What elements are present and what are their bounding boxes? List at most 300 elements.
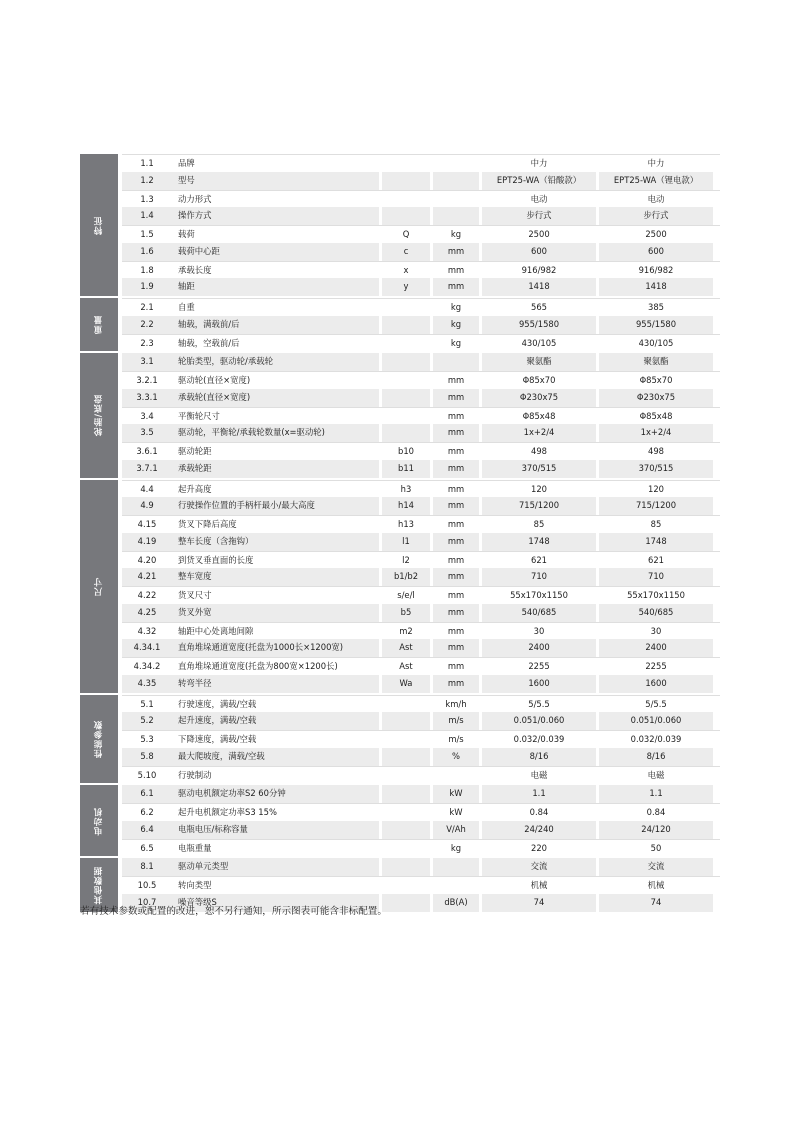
symbol-cell: Wa (382, 675, 430, 693)
group-label-text: 性能参数 (94, 719, 104, 758)
item-name-cell: 承载长度 (178, 264, 212, 275)
unit-cell (433, 767, 479, 784)
unit-cell: mm (447, 519, 465, 529)
value-lead-acid-cell: 1748 (482, 533, 596, 551)
table-row (122, 695, 720, 713)
item-number-cell: 3.7.1 (122, 460, 172, 478)
item-name-cell: 最大爬坡度，满载/空载 (172, 748, 379, 766)
unit-cell: mm (447, 410, 465, 421)
table-row (122, 675, 720, 693)
value-lithium-cell: 1.1 (599, 785, 713, 803)
value-lead-acid-cell: 5/5.5 (528, 698, 550, 709)
symbol-cell (382, 389, 430, 407)
value-lead-acid-cell: 1418 (482, 278, 596, 296)
value-lead-acid-cell: 电磁 (530, 769, 548, 780)
unit-cell: kg (450, 302, 462, 312)
symbol-cell (382, 840, 430, 857)
symbol-cell (382, 767, 430, 784)
group-label-text: 电动机 (94, 806, 104, 835)
spec-group (80, 785, 720, 856)
value-lithium-cell: 2400 (599, 639, 713, 657)
spec-table (80, 154, 720, 914)
unit-cell: kg (450, 337, 462, 348)
item-name-cell: 起升高度 (178, 483, 212, 494)
value-lead-acid-cell: Φ85x48 (522, 410, 556, 421)
value-lead-acid-cell: Φ230x75 (482, 389, 596, 407)
item-name-cell: 货叉下降后高度 (178, 519, 237, 529)
value-lithium-cell: 600 (599, 243, 713, 261)
unit-cell (433, 172, 479, 190)
table-row (122, 568, 720, 586)
item-name-cell: 下降速度，满载/空载 (178, 734, 257, 744)
item-number-cell: 6.5 (140, 842, 154, 853)
item-number-cell: 4.21 (122, 568, 172, 586)
symbol-cell (382, 804, 430, 821)
unit-cell: kg (450, 842, 462, 853)
symbol-cell: y (382, 278, 430, 296)
unit-cell: mm (433, 533, 479, 551)
symbol-cell (382, 408, 430, 425)
value-lead-acid-cell: 540/685 (482, 604, 596, 622)
item-number-cell: 2.3 (140, 337, 154, 348)
symbol-cell (382, 191, 430, 208)
symbol-cell (382, 372, 430, 389)
unit-cell: mm (433, 604, 479, 622)
value-lead-acid-cell: 220 (531, 842, 547, 853)
item-name-cell: 转弯半径 (172, 675, 379, 693)
value-lithium-cell: 85 (650, 519, 662, 529)
item-number-cell: 10.5 (137, 880, 157, 890)
unit-cell: mm (447, 661, 465, 671)
symbol-cell: m2 (399, 625, 413, 636)
table-row (122, 876, 720, 894)
value-lithium-cell: 2255 (645, 661, 667, 671)
value-lead-acid-cell: 0.051/0.060 (482, 712, 596, 730)
table-row (122, 389, 720, 407)
table-row (122, 515, 720, 533)
unit-cell: % (433, 748, 479, 766)
symbol-cell (382, 172, 430, 190)
item-name-cell: 行驶速度，满载/空载 (178, 698, 257, 709)
symbol-cell (382, 877, 430, 894)
group-label (80, 695, 118, 784)
value-lead-acid-cell: 聚氨酯 (482, 353, 596, 371)
item-name-cell: 操作方式 (172, 207, 379, 225)
unit-cell: mm (433, 675, 479, 693)
item-number-cell: 4.34.2 (133, 661, 161, 671)
item-number-cell: 1.4 (122, 207, 172, 225)
value-lead-acid-cell: 电动 (530, 193, 548, 204)
table-row (122, 839, 720, 857)
group-label (80, 154, 118, 296)
symbol-cell: h3 (400, 483, 412, 494)
unit-cell (433, 191, 479, 208)
table-row (122, 154, 720, 172)
item-name-cell: 轴距 (172, 278, 379, 296)
symbol-cell (382, 731, 430, 748)
item-number-cell: 4.35 (122, 675, 172, 693)
unit-cell: mm (447, 554, 465, 565)
item-name-cell: 直角堆垛通道宽度(托盘为800宽×1200长) (178, 661, 338, 671)
value-lithium-cell: 电磁 (647, 769, 665, 780)
group-label (80, 785, 118, 856)
unit-cell: mm (447, 590, 465, 600)
table-row (122, 424, 720, 442)
unit-cell: mm (447, 483, 465, 494)
item-name-cell: 行驶制动 (178, 769, 212, 780)
table-row (122, 551, 720, 569)
symbol-cell: b5 (382, 604, 430, 622)
value-lithium-cell: 74 (599, 894, 713, 912)
value-lead-acid-cell: 710 (482, 568, 596, 586)
item-name-cell: 驱动轮，平衡轮/承载轮数量(x=驱动轮) (172, 424, 379, 442)
table-row (122, 243, 720, 261)
unit-cell: V/Ah (433, 821, 479, 839)
group-label-text: 重量 (94, 315, 104, 335)
value-lead-acid-cell: 中力 (530, 158, 548, 168)
table-row (122, 622, 720, 640)
symbol-cell (382, 207, 430, 225)
value-lead-acid-cell: 1x+2/4 (482, 424, 596, 442)
item-name-cell: 驱动轮(直径×宽度) (178, 375, 251, 385)
symbol-cell (382, 353, 430, 371)
value-lead-acid-cell: 2500 (528, 229, 550, 239)
value-lead-acid-cell: 55x170x1150 (510, 590, 568, 600)
item-number-cell: 5.2 (122, 712, 172, 730)
symbol-cell (382, 424, 430, 442)
item-name-cell: 承载轮(直径×宽度) (172, 389, 379, 407)
item-number-cell: 1.5 (140, 229, 154, 239)
value-lead-acid-cell: 955/1580 (482, 316, 596, 334)
table-row (122, 172, 720, 190)
item-number-cell: 3.6.1 (136, 446, 158, 456)
item-number-cell: 10.7 (122, 894, 172, 912)
unit-cell: mm (433, 424, 479, 442)
item-number-cell: 8.1 (122, 858, 172, 876)
value-lithium-cell: 621 (648, 554, 664, 565)
symbol-cell (382, 316, 430, 334)
value-lithium-cell: 步行式 (599, 207, 713, 225)
item-name-cell: 噪音等级S (172, 894, 379, 912)
item-number-cell: 3.4 (140, 410, 154, 421)
item-number-cell: 3.1 (122, 353, 172, 371)
value-lead-acid-cell: 30 (533, 625, 545, 636)
table-row (122, 858, 720, 876)
value-lithium-cell: 1x+2/4 (599, 424, 713, 442)
item-name-cell: 型号 (172, 172, 379, 190)
value-lithium-cell: 24/120 (599, 821, 713, 839)
unit-cell: mm (447, 375, 465, 385)
table-row (122, 298, 720, 316)
table-row (122, 371, 720, 389)
value-lithium-cell: 715/1200 (599, 497, 713, 515)
item-name-cell: 驱动轮距 (178, 446, 212, 456)
unit-cell (433, 207, 479, 225)
value-lead-acid-cell: 24/240 (482, 821, 596, 839)
item-name-cell: 整车长度（含拖钩） (172, 533, 379, 551)
table-row (122, 730, 720, 748)
value-lithium-cell: Φ230x75 (599, 389, 713, 407)
item-number-cell: 3.3.1 (122, 389, 172, 407)
item-number-cell: 4.32 (137, 625, 157, 636)
spec-group (80, 298, 720, 351)
unit-cell: mm (433, 278, 479, 296)
table-row (122, 748, 720, 766)
value-lithium-cell: 120 (648, 483, 664, 494)
table-row (122, 407, 720, 425)
table-row (122, 533, 720, 551)
item-number-cell: 5.1 (140, 698, 154, 709)
value-lead-acid-cell: 2400 (482, 639, 596, 657)
value-lead-acid-cell: 0.84 (529, 807, 549, 817)
table-row (122, 460, 720, 478)
value-lead-acid-cell: 1600 (482, 675, 596, 693)
unit-cell: m/s (448, 734, 464, 744)
value-lithium-cell: 1600 (599, 675, 713, 693)
value-lithium-cell: 50 (650, 842, 662, 853)
spec-group (80, 695, 720, 784)
symbol-cell: Ast (382, 639, 430, 657)
item-number-cell: 4.15 (137, 519, 157, 529)
value-lithium-cell: 710 (599, 568, 713, 586)
value-lead-acid-cell: EPT25-WA（铅酸款） (482, 172, 596, 190)
value-lead-acid-cell: 8/16 (482, 748, 596, 766)
item-number-cell: 1.8 (140, 264, 154, 275)
value-lead-acid-cell: 交流 (482, 858, 596, 876)
group-label (80, 353, 118, 477)
unit-cell: dB(A) (433, 894, 479, 912)
item-number-cell: 2.1 (140, 302, 154, 312)
item-number-cell: 6.4 (122, 821, 172, 839)
value-lead-acid-cell: 498 (531, 446, 547, 456)
symbol-cell: h13 (398, 519, 414, 529)
table-row (122, 766, 720, 784)
value-lead-acid-cell: 621 (531, 554, 547, 565)
item-number-cell: 1.9 (122, 278, 172, 296)
footnote: 若有技术参数或配置的改进，恕不另行通知，所示图表可能含非标配置。 (80, 906, 387, 917)
unit-cell: m/s (433, 712, 479, 730)
value-lithium-cell: 交流 (599, 858, 713, 876)
group-label-text: 其他数据 (94, 865, 104, 904)
item-name-cell: 自重 (178, 302, 195, 312)
value-lithium-cell: 385 (648, 302, 664, 312)
spec-group (80, 154, 720, 296)
value-lead-acid-cell: 0.032/0.039 (513, 734, 565, 744)
value-lead-acid-cell: 916/982 (521, 264, 557, 275)
value-lead-acid-cell: 74 (482, 894, 596, 912)
item-number-cell: 3.2.1 (136, 375, 158, 385)
item-number-cell: 1.2 (122, 172, 172, 190)
item-name-cell: 整车宽度 (172, 568, 379, 586)
symbol-cell (382, 821, 430, 839)
item-number-cell: 4.9 (122, 497, 172, 515)
value-lead-acid-cell: 370/515 (482, 460, 596, 478)
item-name-cell: 轴载，空载前/后 (178, 337, 240, 348)
value-lithium-cell: 540/685 (599, 604, 713, 622)
symbol-cell: b1/b2 (382, 568, 430, 586)
item-name-cell: 平衡轮尺寸 (178, 410, 220, 421)
table-row (122, 586, 720, 604)
item-name-cell: 电瓶电压/标称容量 (172, 821, 379, 839)
spec-group (80, 480, 720, 693)
unit-cell (433, 155, 479, 172)
group-label-text: 尺寸 (94, 576, 104, 596)
item-number-cell: 1.6 (122, 243, 172, 261)
symbol-cell (382, 748, 430, 766)
table-row (122, 207, 720, 225)
item-number-cell: 6.2 (140, 807, 154, 817)
group-label (80, 298, 118, 351)
spec-group (80, 353, 720, 477)
unit-cell: mm (433, 460, 479, 478)
symbol-cell (382, 858, 430, 876)
value-lithium-cell: 1748 (599, 533, 713, 551)
unit-cell: kg (450, 229, 462, 239)
symbol-cell: x (403, 264, 409, 275)
item-name-cell: 动力形式 (178, 193, 212, 204)
unit-cell: mm (433, 243, 479, 261)
value-lead-acid-cell: 机械 (530, 880, 548, 890)
symbol-cell: s/e/l (397, 590, 415, 600)
value-lead-acid-cell: 430/105 (521, 337, 557, 348)
item-number-cell: 5.8 (122, 748, 172, 766)
group-label-text: 轮胎/底盘 (94, 394, 104, 437)
value-lithium-cell: 1418 (599, 278, 713, 296)
value-lithium-cell: 0.84 (646, 807, 666, 817)
item-name-cell: 承载轮距 (172, 460, 379, 478)
unit-cell: mm (433, 389, 479, 407)
item-name-cell: 载荷 (178, 229, 195, 239)
item-number-cell: 4.22 (137, 590, 157, 600)
unit-cell (433, 858, 479, 876)
item-name-cell: 货叉外宽 (172, 604, 379, 622)
table-row (122, 316, 720, 334)
symbol-cell: b10 (398, 446, 414, 456)
value-lithium-cell: 498 (648, 446, 664, 456)
value-lead-acid-cell: 步行式 (482, 207, 596, 225)
item-name-cell: 货叉尺寸 (178, 590, 212, 600)
value-lithium-cell: 916/982 (638, 264, 674, 275)
table-row (122, 442, 720, 460)
item-number-cell: 4.34.1 (122, 639, 172, 657)
unit-cell: mm (433, 568, 479, 586)
item-number-cell: 6.1 (122, 785, 172, 803)
value-lead-acid-cell: 715/1200 (482, 497, 596, 515)
group-label (80, 480, 118, 693)
unit-cell: kg (433, 316, 479, 334)
table-row (122, 353, 720, 371)
value-lithium-cell: 2500 (645, 229, 667, 239)
value-lithium-cell: 955/1580 (599, 316, 713, 334)
symbol-cell: Ast (399, 661, 413, 671)
value-lithium-cell: 中力 (647, 158, 665, 168)
value-lithium-cell: 30 (650, 625, 662, 636)
item-name-cell: 到货叉垂直面的长度 (178, 554, 254, 565)
table-row (122, 334, 720, 352)
table-row (122, 190, 720, 208)
value-lithium-cell: EPT25-WA（锂电款） (599, 172, 713, 190)
item-number-cell: 3.5 (122, 424, 172, 442)
unit-cell: mm (447, 446, 465, 456)
symbol-cell: c (382, 243, 430, 261)
symbol-cell (382, 299, 430, 316)
item-name-cell: 载荷中心距 (172, 243, 379, 261)
value-lead-acid-cell: Φ85x70 (522, 375, 556, 385)
item-name-cell: 品牌 (178, 158, 195, 168)
symbol-cell (382, 696, 430, 713)
item-name-cell: 轴距中心处离地间隙 (178, 625, 254, 636)
value-lithium-cell: 8/16 (599, 748, 713, 766)
symbol-cell: h14 (382, 497, 430, 515)
item-name-cell: 起升电机额定功率S3 15% (178, 807, 277, 817)
item-name-cell: 行驶操作位置的手柄杆最小/最大高度 (172, 497, 379, 515)
unit-cell: mm (447, 625, 465, 636)
value-lead-acid-cell: 85 (533, 519, 545, 529)
table-row (122, 604, 720, 622)
value-lithium-cell: Φ85x70 (639, 375, 673, 385)
symbol-cell (382, 894, 430, 912)
symbol-cell: l1 (382, 533, 430, 551)
item-number-cell: 4.4 (140, 483, 154, 494)
unit-cell: kW (433, 785, 479, 803)
symbol-cell: Q (402, 229, 410, 239)
item-name-cell: 起升速度，满载/空载 (172, 712, 379, 730)
value-lead-acid-cell: 120 (531, 483, 547, 494)
value-lithium-cell: 机械 (647, 880, 665, 890)
table-row (122, 785, 720, 803)
item-name-cell: 轮胎类型，驱动轮/承载轮 (172, 353, 379, 371)
item-name-cell: 驱动电机额定功率S2 60分钟 (172, 785, 379, 803)
unit-cell: mm (433, 497, 479, 515)
item-name-cell: 轴载，满载前/后 (172, 316, 379, 334)
table-row (122, 278, 720, 296)
item-number-cell: 5.10 (137, 769, 157, 780)
symbol-cell (382, 335, 430, 352)
value-lead-acid-cell: 2255 (528, 661, 550, 671)
item-name-cell: 电瓶重量 (178, 842, 212, 853)
table-row (122, 480, 720, 498)
unit-cell: kW (449, 807, 463, 817)
table-row (122, 225, 720, 243)
table-row (122, 821, 720, 839)
table-row (122, 261, 720, 279)
item-name-cell: 直角堆垛通道宽度(托盘为1000长×1200宽) (172, 639, 379, 657)
value-lithium-cell: 聚氨酯 (599, 353, 713, 371)
symbol-cell: l2 (402, 554, 410, 565)
unit-cell: mm (447, 264, 465, 275)
value-lithium-cell: 电动 (647, 193, 665, 204)
value-lithium-cell: 55x170x1150 (627, 590, 685, 600)
value-lithium-cell: 370/515 (599, 460, 713, 478)
value-lead-acid-cell: 1.1 (482, 785, 596, 803)
table-row (122, 712, 720, 730)
unit-cell: mm (433, 639, 479, 657)
unit-cell (433, 353, 479, 371)
table-row (122, 639, 720, 657)
item-number-cell: 2.2 (122, 316, 172, 334)
table-row (122, 657, 720, 675)
item-name-cell: 转向类型 (178, 880, 212, 890)
table-row (122, 803, 720, 821)
group-label-text: 特征 (94, 215, 104, 235)
item-number-cell: 4.25 (122, 604, 172, 622)
item-number-cell: 5.3 (140, 734, 154, 744)
value-lead-acid-cell: 565 (531, 302, 547, 312)
unit-cell: km/h (445, 698, 467, 709)
item-number-cell: 4.20 (137, 554, 157, 565)
value-lithium-cell: 5/5.5 (645, 698, 667, 709)
symbol-cell (382, 712, 430, 730)
